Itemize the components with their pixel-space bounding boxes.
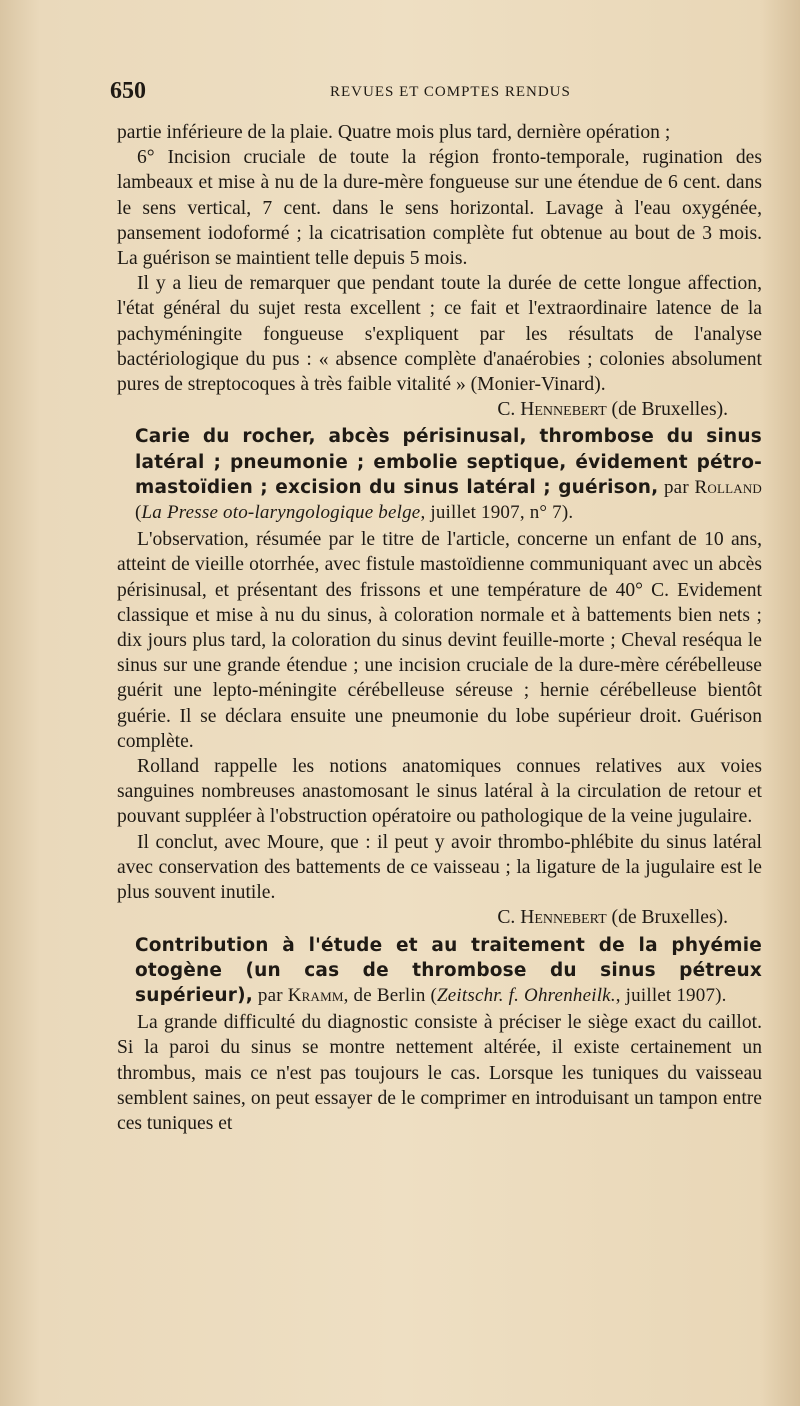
article-author: Rolland (694, 476, 763, 498)
signature: C. Hennebert (de Bruxelles). (497, 399, 728, 421)
author-name: Hennebert (520, 399, 607, 421)
paragraph: L'observation, résumée par le titre de l'article, concerne un enfant de 10 ans, atteint de vieille otorrhée, avec fistule mastoïdienne communiquant avec un abcès périsinusal, et présentant des frissons et une température de 40° C. Evidement classique et mise à nu du sinus, à coloration normale et à battements bien nets ; dix jours plus tard, la coloration du sinus devint feuille-morte ; Cheval reséqua le sinus sur une grande étendue ; une incision cruciale de la dure-mère cérébelleuse guérit une lepto-méningite cérébelleuse séreuse ; hernie cérébelleuse bientôt guérie. Il se déclara ensuite une pneumonie du lobe supérieur droit. Guérison complète. (117, 529, 762, 752)
page-header (110, 78, 760, 108)
paragraph: Il conclut, avec Moure, que : il peut y avoir thrombo-phlébite du sinus latéral avec conservation des battements de ce vaisseau ; la ligature de la jugulaire est le plus souvent inutile. (117, 831, 762, 904)
paragraph: partie inférieure de la plaie. Quatre mois plus tard, dernière opération ; (117, 122, 671, 143)
author-name: Hennebert (520, 907, 607, 929)
signature: C. Hennebert (de Bruxelles). (497, 907, 728, 929)
article-title: Carie du rocher, abcès périsinusal, thrombose du sinus latéral ; pneumonie ; embolie septique, évidement pétro-mastoïdien ; excision du sinus latéral ; guérison, par Rolland (La Presse oto-laryngologique belge, juillet 1907, n° 7). (135, 426, 763, 524)
running-title: REVUES ET COMPTES RENDUS (330, 84, 571, 100)
paragraph: Il y a lieu de remarquer que pendant toute la durée de cette longue affection, l'état général du sujet resta excellent ; ce fait et l'extraordinaire latence de la pachyméningite fongueuse s'expliquent par les résultats de l'analyse bactériologique du pus : « absence complète d'anaérobies ; colonies absolument pures de streptocoques à très faible vitalité » (Monier-Vinard). (117, 273, 762, 396)
paragraph: La grande difficulté du diagnostic consiste à préciser le siège exact du caillot. Si la paroi du sinus se montre nettement altérée, il existe certainement un thrombus, mais ce n'est pas toujours le cas. Lorsque les tuniques du vaisseau semblent saines, on peut essayer de le comprimer en introduisant un tampon entre ces tuniques et (117, 1012, 762, 1134)
paragraph: Rolland rappelle les notions anatomiques connues relatives aux voies sanguines nombreuses anastomosant le sinus latéral à la circulation de retour et pouvant suppléer à l'obstruction opératoire ou pathologique de la veine jugulaire. (117, 756, 762, 828)
paragraph: 6° Incision cruciale de toute la région fronto-temporale, rugination des lambeaux et mise à nu de la dure-mère fongueuse sur une étendue de 6 cent. dans le sens vertical, 7 cent. dans le sens horizontal. Lavage à l'eau oxygénée, pansement iodoformé ; la cicatrisation complète fut obtenue au bout de 3 mois. La guérison se maintient telle depuis 5 mois. (117, 147, 762, 270)
body-text (117, 120, 762, 1136)
journal-name: La Presse oto-laryngologique belge (141, 502, 421, 524)
journal-name: Zeitschr. f. Ohrenheilk. (437, 984, 616, 1006)
article-author: Kramm (287, 984, 344, 1006)
page-number: 650 (110, 78, 146, 104)
article-title: Contribution à l'étude et au traitement de la phyémie otogène (un cas de thrombose du sinus pétreux supérieur), par Kramm, de Berlin (Zeitschr. f. Ohrenheilk., juillet 1907). (135, 934, 762, 1006)
